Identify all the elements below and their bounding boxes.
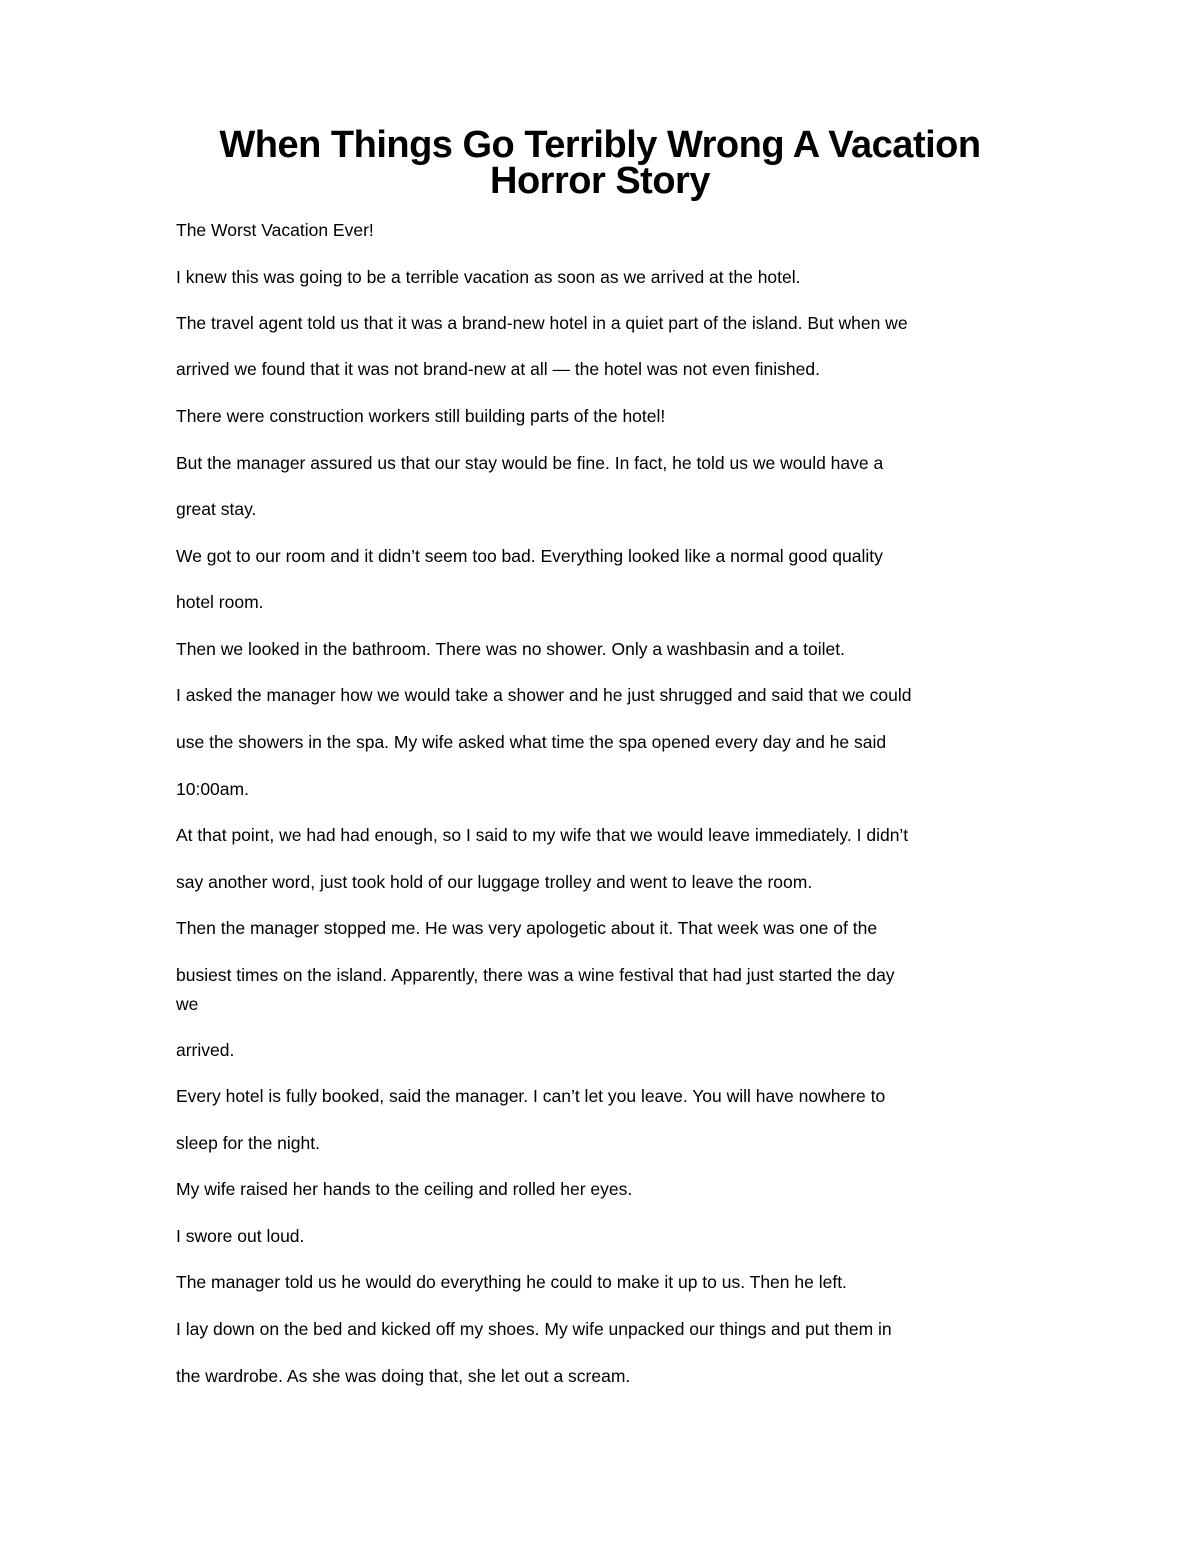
text-line: Every hotel is fully booked, said the manager. I can’t let you leave. You will have nowhere to	[176, 1086, 886, 1106]
text-line: I lay down on the bed and kicked off my shoes. My wife unpacked our things and put them in	[176, 1319, 892, 1339]
text-line: the wardrobe. As she was doing that, she let out a scream.	[176, 1366, 631, 1386]
title-line: Horror Story	[490, 160, 710, 202]
text-line: busiest times on the island. Apparently, there was a wine festival that had just started the day	[176, 965, 895, 985]
text-line: arrived.	[176, 1040, 235, 1060]
text-line: But the manager assured us that our stay would be fine. In fact, he told us we would have a	[176, 453, 884, 473]
text-line: Then the manager stopped me. He was very apologetic about it. That week was one of the	[176, 918, 878, 938]
text-line: use the showers in the spa. My wife asked what time the spa opened every day and he said	[176, 732, 887, 752]
text-line: The manager told us he would do everything he could to make it up to us. Then he left.	[176, 1272, 847, 1292]
text-line: The travel agent told us that it was a brand-new hotel in a quiet part of the island. But when we	[176, 313, 908, 333]
text-line: say another word, just took hold of our luggage trolley and went to leave the room.	[176, 872, 813, 892]
text-line: My wife raised her hands to the ceiling and rolled her eyes.	[176, 1179, 633, 1199]
text-line: great stay.	[176, 499, 257, 519]
text-line: arrived we found that it was not brand-new at all — the hotel was not even finished.	[176, 359, 820, 379]
text-line: 10:00am.	[176, 779, 249, 799]
text-line: At that point, we had had enough, so I said to my wife that we would leave immediately. I didn’t	[176, 825, 909, 845]
text-line: I swore out loud.	[176, 1226, 305, 1246]
text-line: Then we looked in the bathroom. There was no shower. Only a washbasin and a toilet.	[176, 639, 845, 659]
text-line: we	[176, 994, 199, 1014]
text-line: I asked the manager how we would take a shower and he just shrugged and said that we could	[176, 685, 912, 705]
text-line: sleep for the night.	[176, 1133, 320, 1153]
document-title	[170, 124, 1030, 202]
text-line: hotel room.	[176, 592, 264, 612]
title-line: When Things Go Terribly Wrong A Vacation	[219, 124, 981, 166]
subtitle-line: The Worst Vacation Ever!	[176, 220, 374, 240]
text-line: I knew this was going to be a terrible vacation as soon as we arrived at the hotel.	[176, 267, 801, 287]
text-line: There were construction workers still building parts of the hotel!	[176, 406, 666, 426]
text-line: We got to our room and it didn’t seem too bad. Everything looked like a normal good quality	[176, 546, 883, 566]
